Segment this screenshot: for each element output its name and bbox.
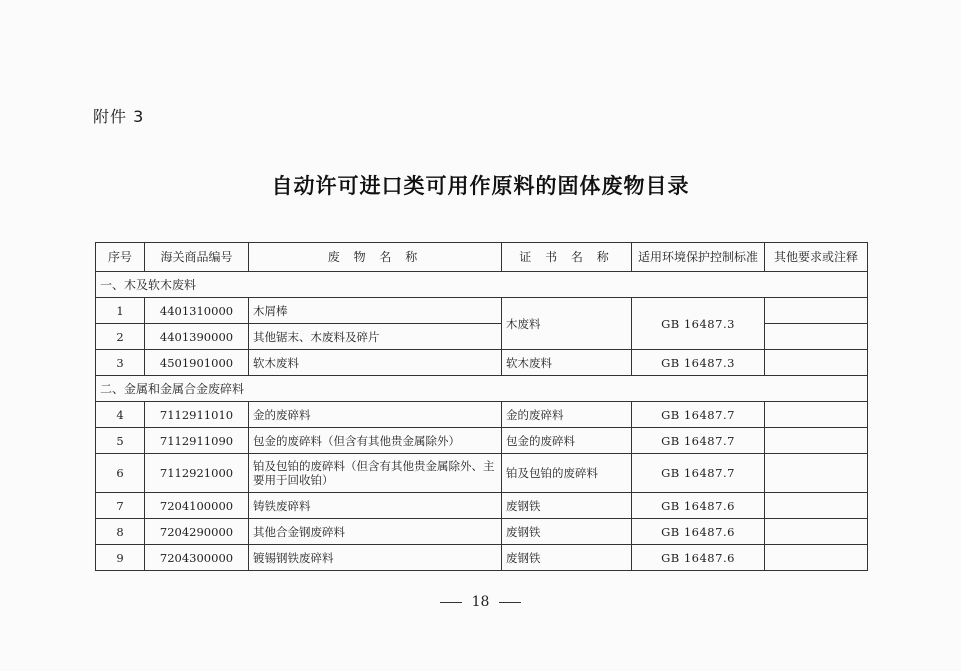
header-standard: 适用环境保护控制标准 — [632, 243, 765, 272]
cell-seq: 9 — [96, 545, 145, 571]
cell-waste-name: 软木废料 — [249, 350, 502, 376]
cell-notes — [765, 454, 868, 493]
cell-seq: 8 — [96, 519, 145, 545]
header-cert-name: 证 书 名 称 — [502, 243, 632, 272]
cell-cert-name: 软木废料 — [502, 350, 632, 376]
table-row — [96, 350, 868, 376]
cell-waste-name: 包金的废碎料（但含有其他贵金属除外） — [249, 428, 502, 454]
cell-notes — [765, 402, 868, 428]
table-row — [96, 402, 868, 428]
header-seq: 序号 — [96, 243, 145, 272]
cell-cert-name: 包金的废碎料 — [502, 428, 632, 454]
cell-standard: GB 16487.6 — [632, 519, 765, 545]
cell-code: 4401310000 — [145, 298, 249, 324]
cell-notes — [765, 350, 868, 376]
attachment-label: 附件 3 — [93, 107, 145, 126]
cell-standard: GB 16487.3 — [632, 350, 765, 376]
cell-standard: GB 16487.7 — [632, 402, 765, 428]
page-number: 18 — [471, 594, 490, 610]
cell-code: 4401390000 — [145, 324, 249, 350]
cell-seq: 6 — [96, 454, 145, 493]
cell-cert-name: 铂及包铂的废碎料 — [502, 454, 632, 493]
table-row — [96, 428, 868, 454]
cell-notes — [765, 428, 868, 454]
cell-code: 7204290000 — [145, 519, 249, 545]
footer-dash-right — [499, 602, 521, 603]
cell-notes — [765, 519, 868, 545]
cell-seq: 7 — [96, 493, 145, 519]
cell-notes — [765, 324, 868, 350]
cell-code: 7204100000 — [145, 493, 249, 519]
cell-code: 7112911090 — [145, 428, 249, 454]
cell-notes — [765, 298, 868, 324]
table-row — [96, 493, 868, 519]
table-row — [96, 519, 868, 545]
table-row — [96, 545, 868, 571]
cell-cert-name: 废钢铁 — [502, 519, 632, 545]
cell-cert-name: 金的废碎料 — [502, 402, 632, 428]
section-row — [96, 272, 868, 298]
cell-seq: 5 — [96, 428, 145, 454]
section-title: 一、木及软木废料 — [96, 272, 868, 298]
cell-waste-name: 镀锡钢铁废碎料 — [249, 545, 502, 571]
cell-seq: 2 — [96, 324, 145, 350]
cell-waste-name: 木屑棒 — [249, 298, 502, 324]
section-row — [96, 376, 868, 402]
cell-code: 7112911010 — [145, 402, 249, 428]
cell-standard: GB 16487.6 — [632, 493, 765, 519]
cell-standard: GB 16487.7 — [632, 454, 765, 493]
cell-standard: GB 16487.7 — [632, 428, 765, 454]
cell-waste-name: 金的废碎料 — [249, 402, 502, 428]
header-waste-name: 废 物 名 称 — [249, 243, 502, 272]
section-title: 二、金属和金属合金废碎料 — [96, 376, 868, 402]
cell-code: 7204300000 — [145, 545, 249, 571]
header-notes: 其他要求或注释 — [765, 243, 868, 272]
cell-standard: GB 16487.6 — [632, 545, 765, 571]
table-header-row — [96, 243, 868, 272]
cell-cert-name: 木废料 — [502, 298, 632, 350]
cell-waste-name: 铸铁废碎料 — [249, 493, 502, 519]
cell-code: 7112921000 — [145, 454, 249, 493]
table-row — [96, 298, 868, 324]
cell-standard: GB 16487.3 — [632, 298, 765, 350]
cell-notes — [765, 493, 868, 519]
cell-waste-name: 其他合金钢废碎料 — [249, 519, 502, 545]
cell-cert-name: 废钢铁 — [502, 545, 632, 571]
page-footer — [0, 594, 961, 610]
cell-seq: 1 — [96, 298, 145, 324]
cell-cert-name: 废钢铁 — [502, 493, 632, 519]
header-code: 海关商品编号 — [145, 243, 249, 272]
cell-waste-name: 其他锯末、木废料及碎片 — [249, 324, 502, 350]
cell-code: 4501901000 — [145, 350, 249, 376]
cell-notes — [765, 545, 868, 571]
waste-catalog-table — [95, 242, 868, 571]
table-row — [96, 454, 868, 493]
cell-seq: 4 — [96, 402, 145, 428]
document-title: 自动许可进口类可用作原料的固体废物目录 — [271, 173, 690, 198]
cell-waste-name: 铂及包铂的废碎料（但含有其他贵金属除外、主要用于回收铂） — [249, 454, 502, 493]
cell-seq: 3 — [96, 350, 145, 376]
footer-dash-left — [440, 602, 462, 603]
